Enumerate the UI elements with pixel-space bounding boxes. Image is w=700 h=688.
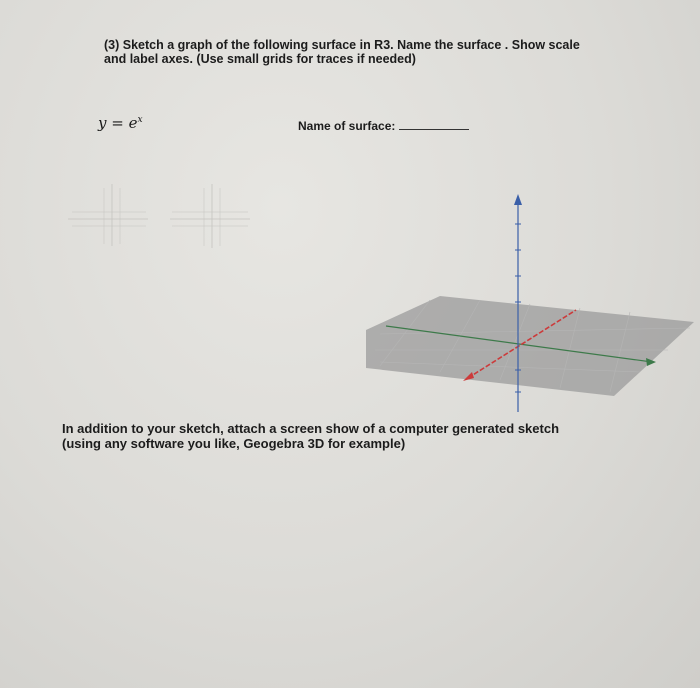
3d-axes-figure: [366, 194, 694, 412]
instructions-text: [62, 421, 582, 451]
question-line-1: (3) Sketch a graph of the following surface in R3. Name the surface . Show scale: [104, 38, 580, 52]
trace-grid-left: [68, 184, 148, 246]
equation-exponent: x: [137, 115, 143, 125]
equation-lhs: y = e: [98, 114, 138, 132]
trace-grid-right: [170, 184, 250, 248]
instructions-line-1: In addition to your sketch, attach a screen show of a computer generated sketch: [62, 421, 560, 436]
instructions-line-2: (using any software you like, Geogebra 3D for example): [62, 436, 406, 451]
name-of-surface-label: Name of surface:: [298, 119, 396, 133]
z-axis-arrow: [514, 194, 522, 205]
question-line-2: and label axes. (Use small grids for traces if needed): [104, 52, 416, 66]
